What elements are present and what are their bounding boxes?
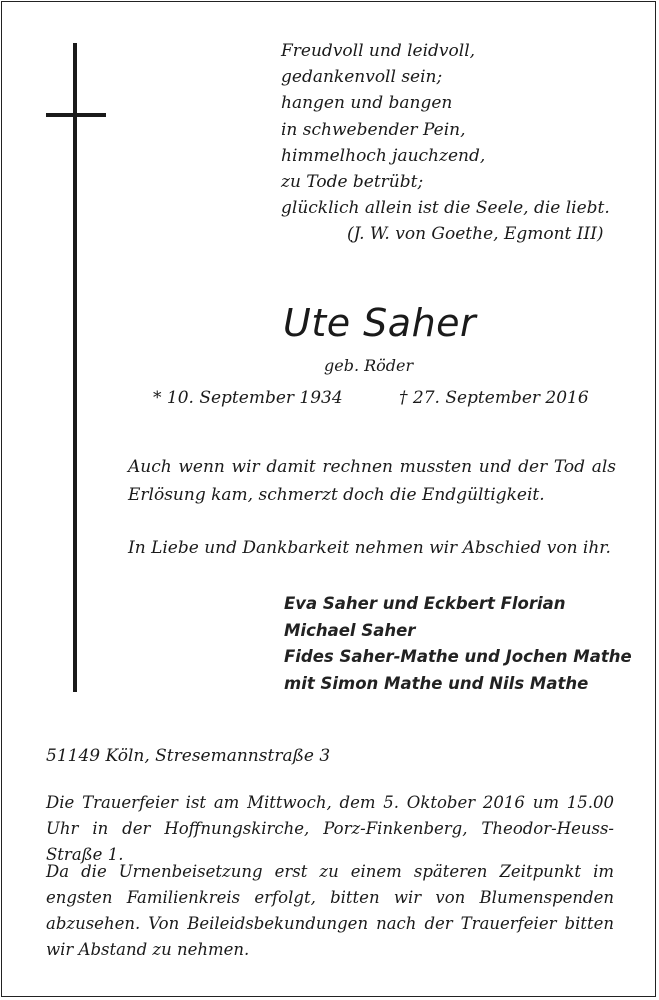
gratitude-message: In Liebe und Dankbarkeit nehmen wir Abschied von ihr. — [128, 538, 611, 558]
cross-icon — [73, 43, 77, 692]
mourners-list — [284, 591, 632, 697]
deceased-name: Ute Saher — [283, 301, 477, 345]
poem-line: himmelhoch jauchzend, — [281, 145, 486, 166]
mourner-line: Fides Saher-Mathe und Jochen Mathe — [284, 647, 632, 666]
poem-line: gedankenvoll sein; — [281, 67, 443, 88]
mourner-line: mit Simon Mathe und Nils Mathe — [284, 673, 589, 693]
poem-line: in schwebender Pein, — [281, 119, 466, 140]
poem-line: Freudvoll und leidvoll, — [281, 41, 476, 61]
death-date: † 27. September 2016 — [399, 388, 589, 408]
mourner-line: Eva Saher und Eckbert Florian — [284, 594, 566, 613]
birth-date: * 10. September 1934 — [153, 388, 343, 408]
family-address: 51149 Köln, Stresemannstraße 3 — [46, 746, 331, 766]
urn-burial-note: Da die Urnenbeisetzung erst zu einem späteren Zeitpunkt im engsten Familienkreis erfolgt, bitten wir von Blumenspenden abzusehen. Von Beileidsbekundungen nach der Trauerfeier bitten wir Abstand zu nehmen. — [46, 862, 614, 959]
goethe-poem — [281, 38, 610, 248]
poem-line: glücklich allein ist die Seele, die liebt. — [281, 198, 610, 219]
ceremony-info: Die Trauerfeier ist am Mittwoch, dem 5. Oktober 2016 um 15.00 Uhr in der Hoffnungskirche, Porz-Finkenberg, Theodor-Heuss-Straße 1. — [46, 793, 614, 864]
poem-line: hangen und bangen — [281, 93, 453, 114]
birth-name: geb. Röder — [324, 356, 414, 375]
poem-line: zu Tode betrübt; — [281, 172, 424, 193]
poem-source: (J. W. von Goethe, Egmont III) — [347, 224, 604, 245]
mourner-line: Michael Saher — [284, 620, 416, 640]
cross-icon-bar — [46, 113, 106, 117]
farewell-message: Auch wenn wir damit rechnen mussten und der Tod als Erlösung kam, schmerzt doch die Endgültigkeit. — [128, 457, 616, 505]
